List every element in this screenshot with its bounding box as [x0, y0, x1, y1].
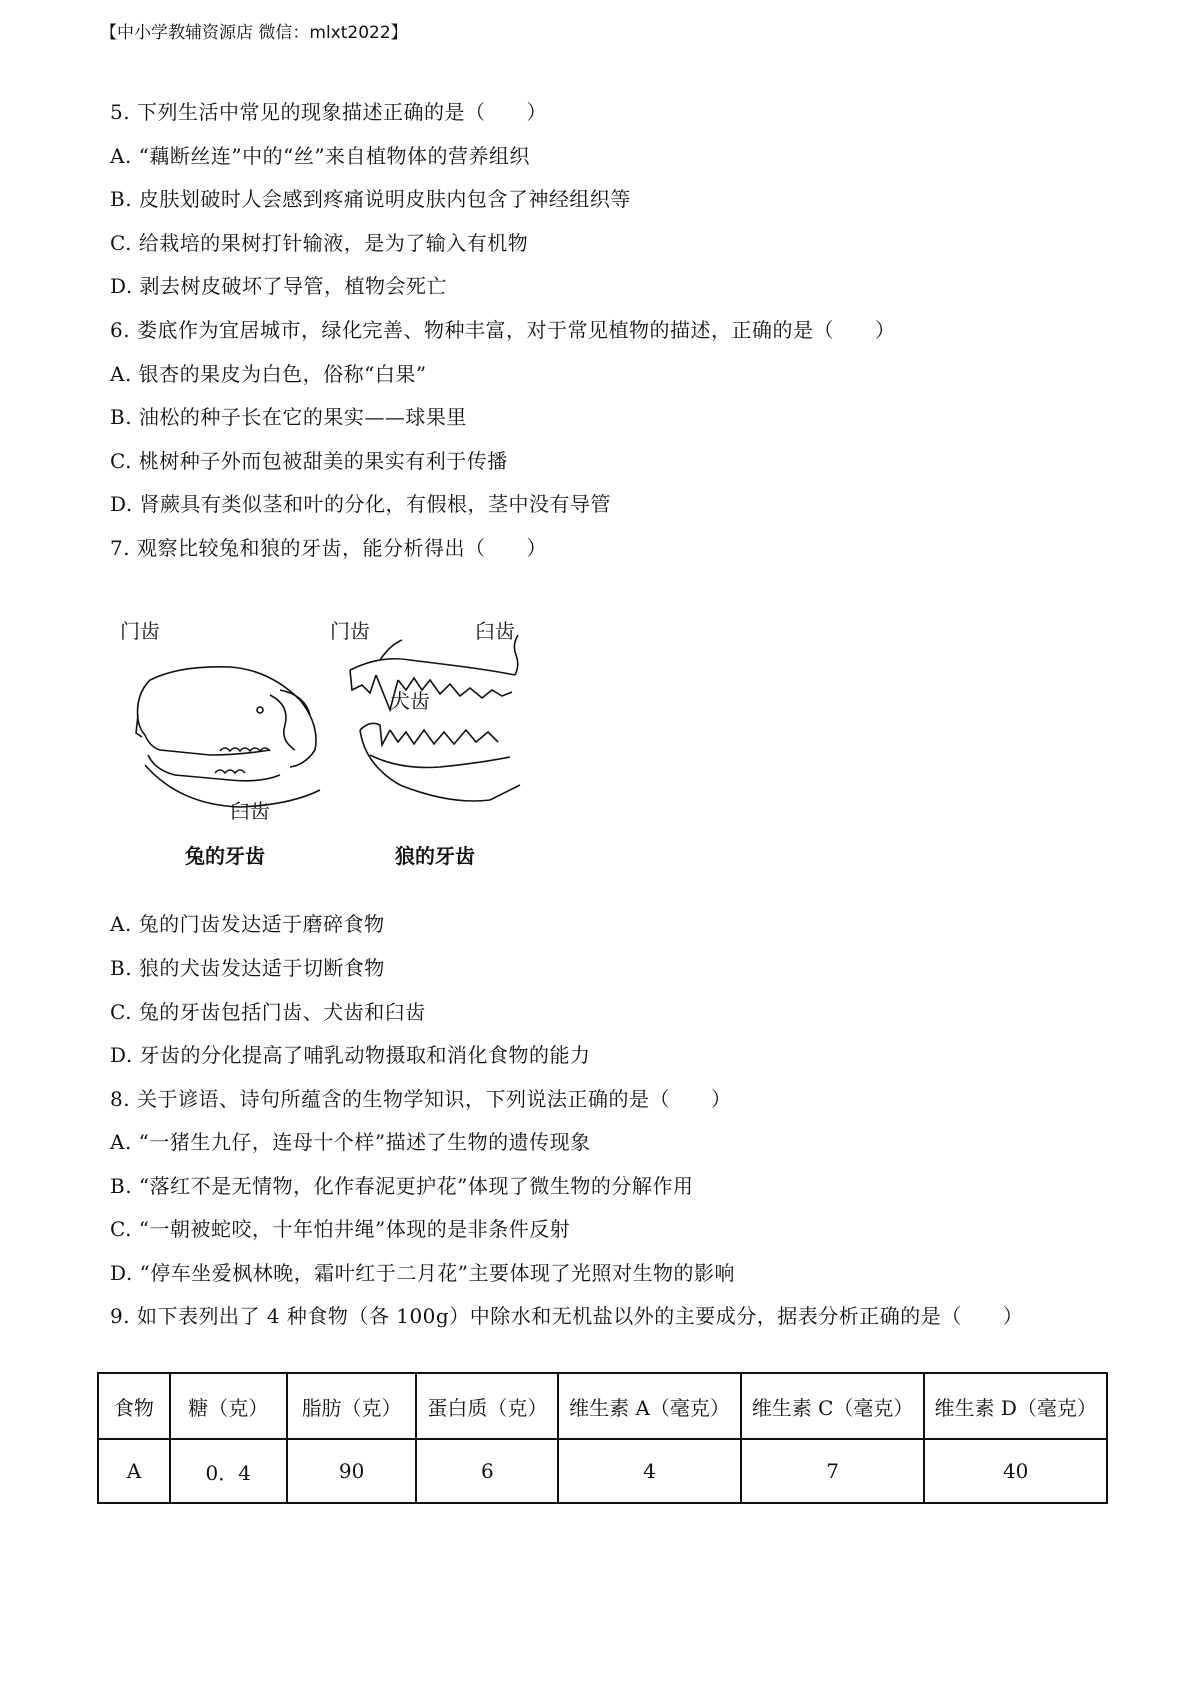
q7-option-b: B. 狼的犬齿发达适于切断食物: [110, 956, 385, 980]
q8-option-a: A. “一猪生九仔，连母十个样”描述了生物的遗传现象: [110, 1130, 591, 1154]
q7-option-a: A. 兔的门齿发达适于磨碎食物: [110, 912, 385, 936]
q7-option-c: C. 兔的牙齿包括门齿、犬齿和臼齿: [110, 1000, 426, 1024]
page-header: 【中小学教辅资源店 微信：mlxt2022】: [100, 23, 408, 43]
table-header-cell: 维生素 A（毫克）: [558, 1373, 741, 1439]
q5-option-b: B. 皮肤划破时人会感到疼痛说明皮肤内包含了神经组织等: [110, 187, 631, 211]
q5-option-c: C. 给栽培的果树打针输液，是为了输入有机物: [110, 231, 529, 255]
q8-option-c: C. “一朝被蛇咬，十年怕井绳”体现的是非条件反射: [110, 1217, 571, 1241]
table-cell: 90: [287, 1439, 417, 1503]
table-header-cell: 维生素 C（毫克）: [741, 1373, 925, 1439]
table-header-cell: 脂肪（克）: [287, 1373, 417, 1439]
q8-option-d: D. “停车坐爱枫林晚，霜叶红于二月花”主要体现了光照对生物的影响: [110, 1261, 735, 1285]
q7-stem: 7. 观察比较兔和狼的牙齿，能分析得出（ ）: [110, 536, 547, 560]
wolf-caption: 狼的牙齿: [395, 844, 475, 868]
q6-option-b: B. 油松的种子长在它的果实——球果里: [110, 405, 467, 429]
wolf-incisor-label: 门齿: [330, 619, 370, 643]
q7-option-d: D. 牙齿的分化提高了哺乳动物摄取和消化食物的能力: [110, 1043, 591, 1067]
rabbit-caption: 兔的牙齿: [185, 844, 265, 868]
table-header-cell: 糖（克）: [170, 1373, 287, 1439]
table-cell: 0．4: [170, 1439, 287, 1503]
rabbit-skull-drawing: [120, 655, 330, 825]
rabbit-incisor-label: 门齿: [120, 619, 160, 643]
table-header-row: [98, 1373, 1107, 1439]
table-cell: 4: [558, 1439, 741, 1503]
table-cell: 7: [741, 1439, 925, 1503]
table-row: [98, 1439, 1107, 1503]
wolf-molar-label: 臼齿: [475, 619, 515, 643]
q8-stem: 8. 关于谚语、诗句所蕴含的生物学知识，下列说法正确的是（ ）: [110, 1087, 732, 1111]
table-header-cell: 蛋白质（克）: [416, 1373, 558, 1439]
q6-stem: 6. 娄底作为宜居城市，绿化完善、物种丰富，对于常见植物的描述，正确的是（ ）: [110, 318, 896, 342]
table-header-cell: 维生素 D（毫克）: [924, 1373, 1107, 1439]
q5-option-a: A. “藕断丝连”中的“丝”来自植物体的营养组织: [110, 144, 531, 168]
q9-stem: 9. 如下表列出了 4 种食物（各 100g）中除水和无机盐以外的主要成分，据表分析正确的是（ ）: [110, 1304, 1024, 1328]
table-cell: A: [98, 1439, 170, 1503]
nutrient-table: [97, 1372, 1108, 1504]
table-cell: 6: [416, 1439, 558, 1503]
q8-option-b: B. “落红不是无情物，化作春泥更护花”体现了微生物的分解作用: [110, 1174, 694, 1198]
rabbit-molar-label: 臼齿: [230, 799, 270, 823]
q6-option-d: D. 肾蕨具有类似茎和叶的分化，有假根，茎中没有导管: [110, 492, 612, 516]
table-cell: 40: [924, 1439, 1107, 1503]
wolf-teeth-drawing: [340, 635, 550, 815]
table-header-cell: 食物: [98, 1373, 170, 1439]
teeth-figure: [120, 615, 580, 895]
q5-stem: 5. 下列生活中常见的现象描述正确的是（ ）: [110, 100, 547, 124]
wolf-canine-label: 犬齿: [390, 689, 430, 713]
q5-option-d: D. 剥去树皮破坏了导管，植物会死亡: [110, 274, 448, 298]
q6-option-c: C. 桃树种子外而包被甜美的果实有利于传播: [110, 449, 508, 473]
q6-option-a: A. 银杏的果皮为白色，俗称“白果”: [110, 362, 427, 386]
